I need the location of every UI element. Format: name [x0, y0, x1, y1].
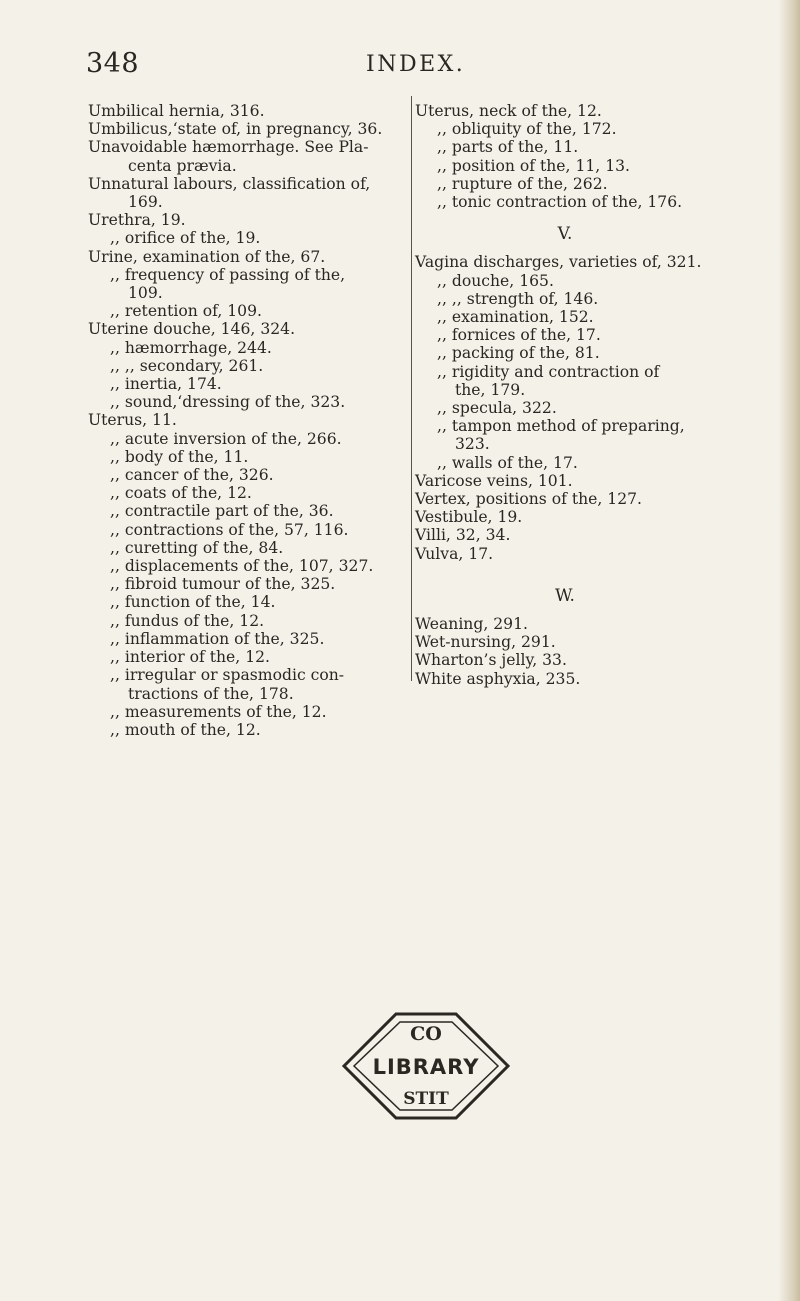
- section-v-entries: [415, 253, 735, 562]
- index-entry: ,, coats of the, 12.: [110, 484, 252, 503]
- index-entry: ,, rigidity and contraction of: [437, 362, 660, 381]
- index-entry: Umbilicus,‘state of, in pregnancy, 36.: [88, 120, 383, 139]
- index-entry: ,, packing of the, 81.: [437, 344, 600, 363]
- index-entry: ,, contractions of the, 57, 116.: [110, 520, 349, 539]
- index-entry: ,, retention of, 109.: [110, 302, 262, 321]
- page-number: 348: [86, 48, 140, 79]
- index-entry: ,, ,, strength of, 146.: [437, 289, 599, 308]
- index-entry: ,, walls of the, 17.: [437, 453, 578, 472]
- index-entry: Unnatural labours, classification of,: [88, 174, 371, 193]
- index-entry: ,, irregular or spasmodic con-: [110, 666, 345, 685]
- index-entry: ,, examination, 152.: [437, 308, 594, 327]
- index-entry: ,, rupture of the, 262.: [437, 174, 608, 193]
- index-entry: Villi, 32, 34.: [415, 526, 511, 545]
- index-entry: ,, acute inversion of the, 266.: [110, 429, 342, 448]
- section-w-entries: [415, 615, 735, 688]
- index-entry: the, 179.: [455, 380, 526, 399]
- page-header: [86, 48, 706, 88]
- stamp-top-text: CO: [410, 1023, 442, 1045]
- index-entry: Weaning, 291.: [415, 615, 528, 634]
- index-entry: ,, tampon method of preparing,: [437, 417, 685, 436]
- index-entry: ,, cancer of the, 326.: [110, 466, 274, 485]
- index-entry: ,, specula, 322.: [437, 399, 557, 418]
- index-entry: Urethra, 19.: [88, 211, 186, 230]
- index-entry: tractions of the, 178.: [128, 684, 294, 703]
- index-entry: ,, inertia, 174.: [110, 375, 222, 394]
- index-entry: Unavoidable hæmorrhage. See Pla-: [88, 138, 369, 157]
- index-entry: centa prævia.: [128, 156, 237, 175]
- section-letter-v: V.: [557, 224, 573, 245]
- index-entry: Vestibule, 19.: [415, 508, 523, 527]
- index-entry: Umbilical hernia, 316.: [88, 102, 265, 120]
- index-entry: ,, ,, secondary, 261.: [110, 356, 264, 375]
- index-entry: ,, frequency of passing of the,: [110, 265, 346, 284]
- page-edge-shadow: [778, 0, 800, 1301]
- index-entry: ,, body of the, 11.: [110, 447, 249, 466]
- index-entry: ,, fundus of the, 12.: [110, 611, 265, 630]
- index-entry: Vertex, positions of the, 127.: [415, 490, 643, 509]
- index-column-right: [415, 102, 735, 688]
- index-entry: ,, curetting of the, 84.: [110, 538, 284, 557]
- index-entry: Urine, examination of the, 67.: [88, 247, 326, 266]
- index-entry: ,, function of the, 14.: [110, 593, 276, 612]
- index-entry: 169.: [128, 193, 163, 212]
- index-entry: Vagina discharges, varieties of, 321.: [415, 253, 702, 272]
- section-letter-w: W.: [555, 585, 575, 606]
- index-entry: ,, douche, 165.: [437, 271, 554, 290]
- index-entry: ,, fornices of the, 17.: [437, 326, 601, 345]
- index-entry: Wharton’s jelly, 33.: [415, 651, 567, 670]
- index-entry: White asphyxia, 235.: [415, 669, 581, 688]
- index-entry: ,, inflammation of the, 325.: [110, 629, 325, 648]
- uterus-continuation-entries: [415, 102, 735, 211]
- index-entry: Wet-nursing, 291.: [415, 633, 556, 652]
- index-entry: ,, hæmorrhage, 244.: [110, 338, 272, 357]
- index-entry: ,, obliquity of the, 172.: [437, 120, 617, 139]
- index-entry: Uterus, neck of the, 12.: [415, 102, 602, 120]
- index-entry: 109.: [128, 284, 163, 303]
- index-entry: ,, displacements of the, 107, 327.: [110, 557, 374, 576]
- index-entry: Uterus, 11.: [88, 411, 177, 430]
- index-entry: ,, position of the, 11, 13.: [437, 156, 630, 175]
- index-entry: ,, sound,‘dressing of the, 323.: [110, 393, 346, 412]
- index-entry: ,, contractile part of the, 36.: [110, 502, 334, 521]
- stamp-library-text: LIBRARY: [372, 1055, 480, 1079]
- index-entry: ,, tonic contraction of the, 176.: [437, 193, 683, 212]
- stamp-bottom-text: STIT: [403, 1089, 449, 1109]
- index-entry: ,, mouth of the, 12.: [110, 720, 261, 739]
- running-title: INDEX.: [366, 52, 466, 77]
- index-entry: Uterine douche, 146, 324.: [88, 320, 296, 339]
- index-entry: ,, interior of the, 12.: [110, 648, 271, 667]
- index-entry: ,, parts of the, 11.: [437, 138, 579, 157]
- index-entry: 323.: [455, 435, 490, 454]
- index-entry: Vulva, 17.: [415, 544, 494, 563]
- library-stamp: [336, 1006, 516, 1126]
- index-entry: ,, fibroid tumour of the, 325.: [110, 575, 336, 594]
- index-entry: ,, measurements of the, 12.: [110, 702, 327, 721]
- index-entry: ,, orifice of the, 19.: [110, 229, 261, 248]
- index-column-left: [88, 102, 406, 739]
- index-entry: Varicose veins, 101.: [415, 471, 573, 490]
- column-divider: [411, 96, 412, 681]
